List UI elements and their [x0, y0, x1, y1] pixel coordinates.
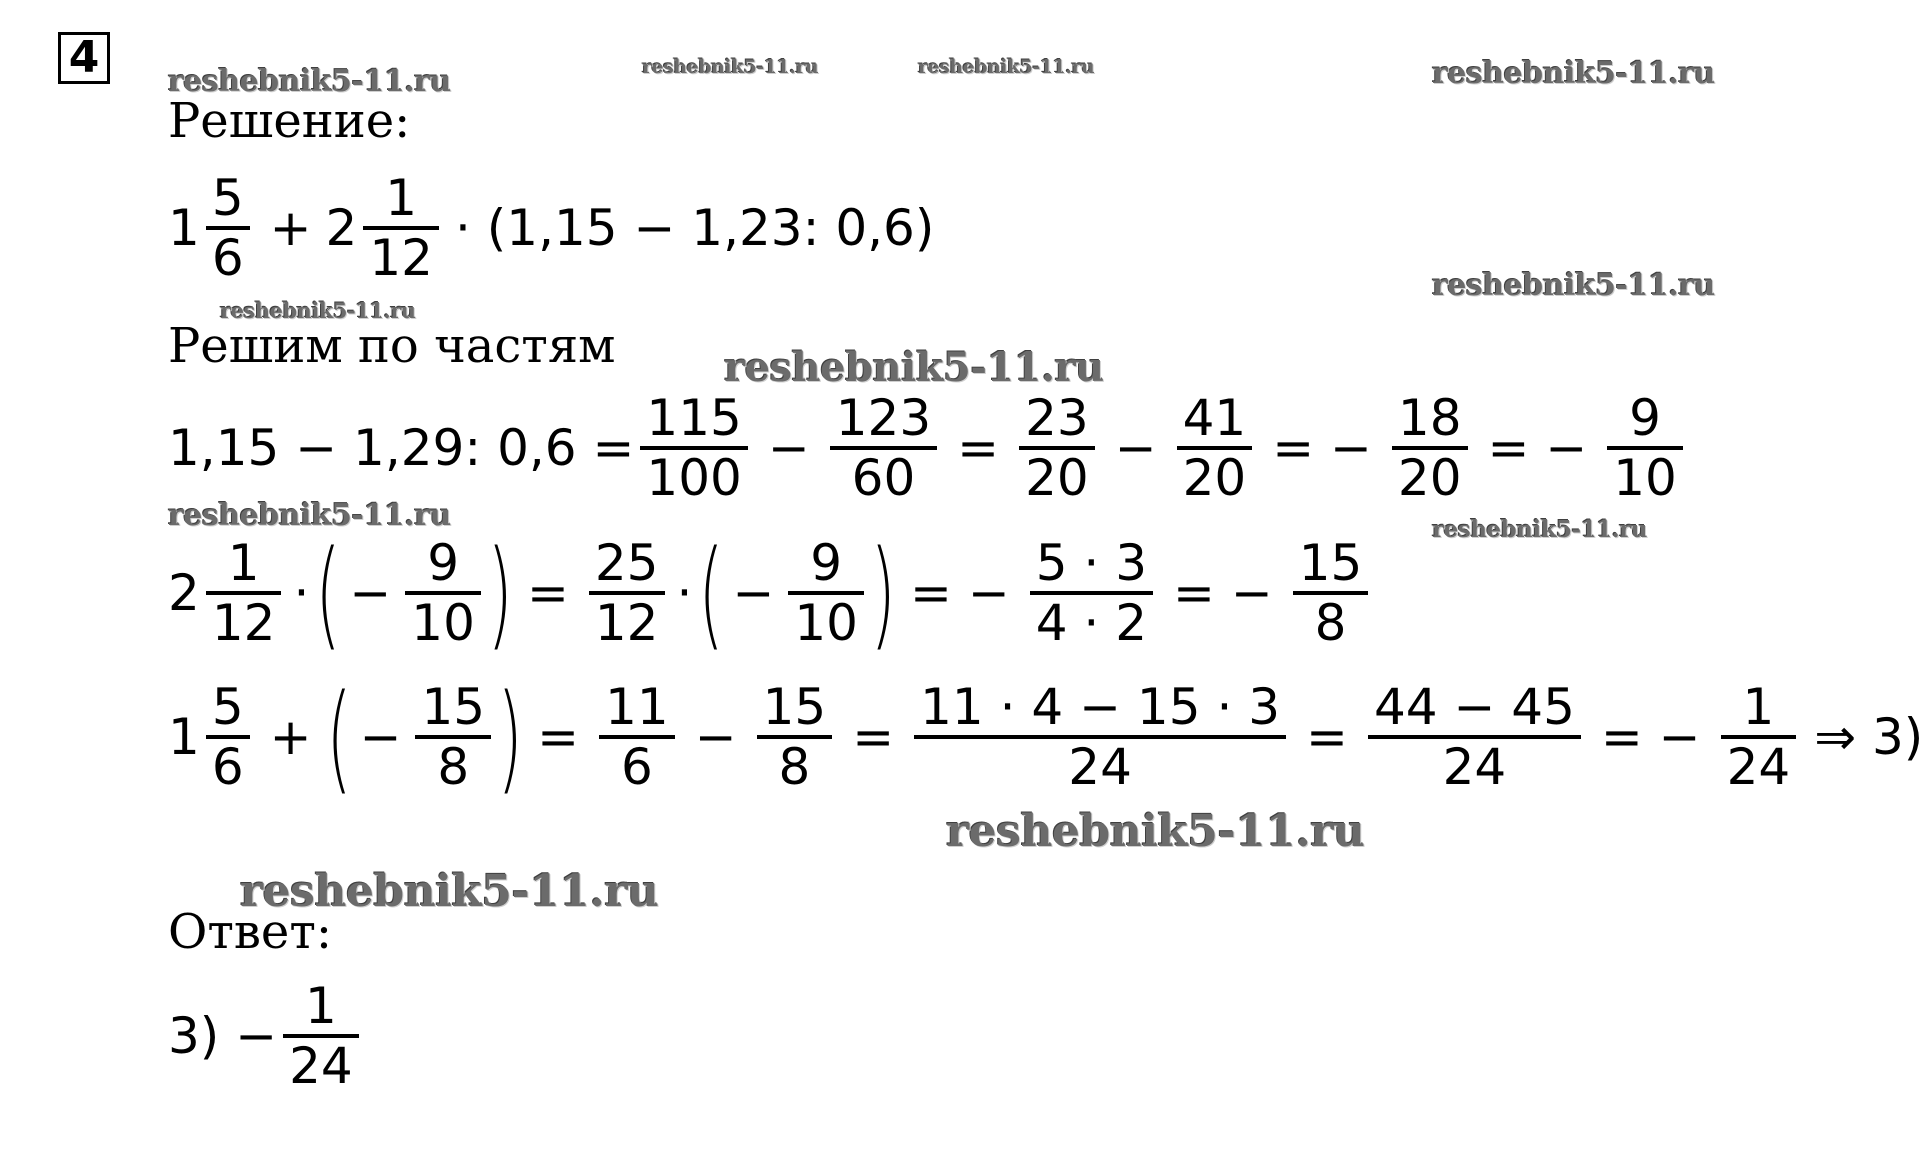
watermark: reshebnik5-11.ru — [220, 298, 416, 323]
numerator: 1 — [385, 169, 418, 227]
watermark: reshebnik5-11.ru — [168, 64, 451, 99]
numerator: 11 · 4 − 15 · 3 — [920, 678, 1281, 736]
fraction — [405, 535, 481, 651]
operator: − — [694, 708, 737, 766]
operator: = − — [1272, 419, 1372, 477]
operator: − — [767, 419, 810, 477]
numerator: 44 − 45 — [1373, 678, 1575, 736]
operator: = − — [1173, 564, 1273, 622]
original-expression — [168, 170, 934, 286]
fraction — [206, 535, 282, 651]
denominator: 20 — [1182, 449, 1247, 507]
denominator: 10 — [1613, 449, 1677, 507]
fraction — [1177, 390, 1253, 506]
fraction — [788, 535, 864, 651]
numerator: 18 — [1397, 389, 1462, 447]
numerator: 9 — [810, 534, 843, 592]
watermark: reshebnik5-11.ru — [946, 806, 1365, 857]
fraction — [757, 679, 833, 795]
numerator: 9 — [1629, 389, 1661, 447]
numerator: 15 — [421, 678, 486, 736]
numerator: 15 — [762, 678, 827, 736]
step3-result: ⇒ 3) — [1814, 708, 1923, 766]
watermark: reshebnik5-11.ru — [724, 344, 1104, 391]
fraction — [206, 679, 250, 795]
denominator: 8 — [437, 738, 470, 796]
task-number-box: 4 — [58, 32, 110, 84]
numerator: 1 — [227, 534, 260, 592]
denominator: 8 — [778, 738, 811, 796]
fraction — [914, 679, 1286, 795]
denominator: 6 — [211, 738, 244, 796]
denominator: 12 — [211, 594, 276, 652]
operator: = − — [910, 564, 1010, 622]
operator: = − — [1600, 708, 1701, 766]
denominator: 24 — [1726, 738, 1791, 796]
expr-whole-1: 1 — [168, 199, 200, 257]
expr-fraction-1 — [206, 170, 250, 286]
denominator: 12 — [369, 229, 433, 287]
fraction — [1392, 390, 1468, 506]
operator: · — [293, 564, 310, 622]
denominator: 8 — [1314, 594, 1347, 652]
operator: − — [1114, 419, 1157, 477]
step1-lhs: 1,15 − 1,29: 0,6 = — [168, 419, 635, 477]
fraction — [1019, 390, 1095, 506]
operator: = — [852, 708, 895, 766]
watermark: reshebnik5-11.ru — [642, 56, 819, 78]
expr-fraction-2 — [363, 170, 439, 286]
answer-heading: Ответ: — [168, 904, 333, 960]
operator: = — [526, 564, 569, 622]
operator: + — [269, 199, 312, 257]
fraction — [1721, 679, 1797, 795]
watermark: reshebnik5-11.ru — [1432, 56, 1715, 91]
expr-whole-2: 2 — [325, 199, 358, 257]
fraction — [415, 679, 491, 795]
denominator: 24 — [289, 1037, 353, 1095]
denominator: 10 — [794, 594, 858, 652]
numerator: 5 · 3 — [1035, 534, 1148, 592]
denominator: 100 — [646, 449, 742, 507]
watermark: reshebnik5-11.ru — [168, 498, 451, 533]
by-parts-heading: Решим по частям — [168, 318, 616, 374]
fraction — [599, 679, 675, 795]
left-paren: ( — [698, 524, 725, 662]
fraction — [640, 390, 747, 506]
right-paren: ) — [870, 524, 896, 662]
numerator: 115 — [646, 389, 742, 447]
numerator: 1 — [305, 977, 337, 1035]
numerator: 5 — [211, 678, 244, 736]
step-2 — [168, 524, 1374, 662]
operator: = — [537, 708, 580, 766]
numerator: 25 — [594, 534, 659, 592]
denominator: 20 — [1025, 449, 1089, 507]
operator: − — [349, 564, 392, 622]
watermark: reshebnik5-11.ru — [240, 866, 659, 917]
numerator: 5 — [211, 169, 244, 227]
step-1 — [168, 390, 1689, 506]
denominator: 20 — [1397, 449, 1462, 507]
answer-prefix: 3) − — [168, 1007, 278, 1065]
fraction — [1293, 535, 1369, 651]
numerator: 1 — [1742, 678, 1775, 736]
denominator: 6 — [620, 738, 653, 796]
right-paren: ) — [497, 668, 523, 806]
watermark: reshebnik5-11.ru — [1432, 268, 1715, 303]
denominator: 10 — [411, 594, 475, 652]
fraction — [830, 390, 937, 506]
watermark: reshebnik5-11.ru — [1432, 516, 1647, 543]
left-paren: ( — [315, 524, 342, 662]
expr-rest: · (1,15 − 1,23: 0,6) — [454, 199, 935, 257]
right-paren: ) — [487, 524, 513, 662]
operator: = − — [1487, 419, 1588, 477]
denominator: 60 — [851, 449, 916, 507]
fraction — [589, 535, 665, 651]
operator: − — [732, 564, 775, 622]
operator: = — [957, 419, 1000, 477]
step-3 — [168, 668, 1923, 806]
whole-number: 1 — [168, 708, 200, 766]
operator: − — [359, 708, 402, 766]
denominator: 4 · 2 — [1035, 594, 1148, 652]
numerator: 123 — [835, 389, 932, 447]
watermark: reshebnik5-11.ru — [918, 56, 1095, 78]
fraction — [1030, 535, 1153, 651]
numerator: 23 — [1025, 389, 1089, 447]
numerator: 15 — [1298, 534, 1363, 592]
denominator: 24 — [1068, 738, 1132, 796]
denominator: 24 — [1442, 738, 1507, 796]
solution-heading: Решение: — [168, 93, 411, 149]
fraction — [1607, 390, 1683, 506]
operator: = — [1306, 708, 1348, 766]
final-answer — [168, 978, 365, 1094]
fraction — [283, 978, 359, 1094]
numerator: 41 — [1182, 389, 1247, 447]
fraction — [1368, 679, 1581, 795]
numerator: 11 — [605, 678, 669, 736]
whole-number: 2 — [168, 564, 200, 622]
left-paren: ( — [325, 668, 352, 806]
denominator: 12 — [594, 594, 659, 652]
numerator: 9 — [427, 534, 460, 592]
denominator: 6 — [211, 229, 244, 287]
operator: · — [676, 564, 693, 622]
operator: + — [269, 708, 312, 766]
